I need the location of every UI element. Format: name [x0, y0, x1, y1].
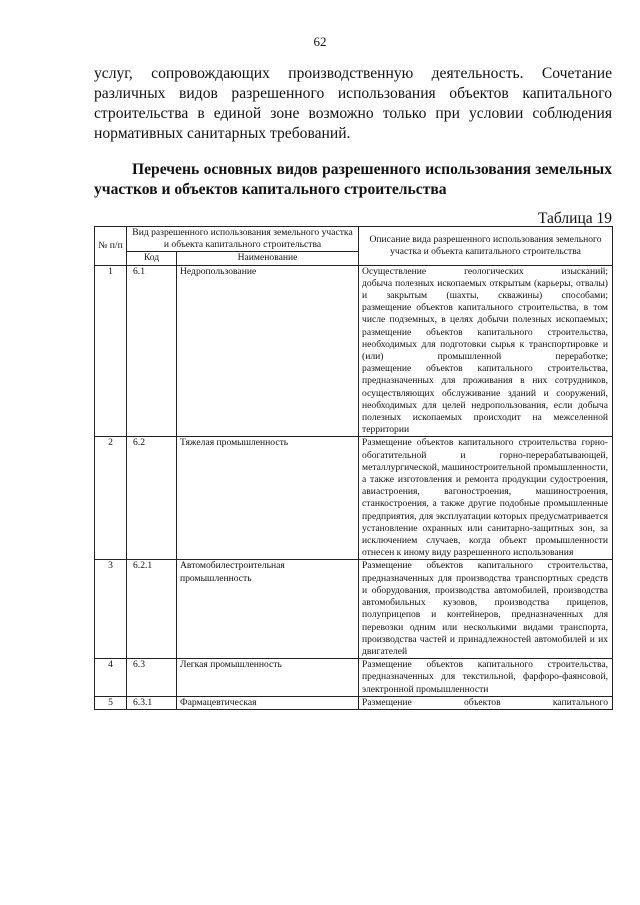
description-paragraph: Размещение объектов капитального строительства горно-обогатительной и горно-перерабатывающей, металлургической, машиностроительной промышленности, а также изготовления и ремонта продукции судостроения, авиастроения, вагоностроения, машиностроения, станкостроения, а также другие подобные промышленные предприятия, для эксплуатации которых предусматривается установление охранных или санитарно-защитных зон, за исключением случаев, когда объект промышленности отнесен к иному виду разрешенного использования	[362, 437, 609, 559]
heading-line-2: участков и объектов капитального строительства	[94, 181, 447, 198]
row-number: 3	[95, 560, 127, 659]
table-row	[95, 696, 613, 709]
description-paragraph: Размещение объектов капитального строительства, предназначенных для текстильной, фарфоро-фаянсовой, электронной промышленности	[362, 659, 609, 695]
row-number: 1	[95, 265, 127, 437]
row-description	[359, 437, 613, 560]
table-row	[95, 560, 613, 659]
table-row	[95, 659, 613, 697]
description-paragraph: размещение объектов капитального строительства, предназначенных для проживания в них сотрудников, осуществляющих обслуживание зданий и сооружений, необходимых для целей недропользования, если добыча полезных ископаемых происходит на межселенной территории	[362, 363, 609, 436]
row-name: Недропользование	[177, 265, 359, 437]
page-number: 62	[313, 34, 327, 49]
header-description: Описание вида разрешенного использования земельного участка и объекта капитального строительства	[359, 227, 613, 266]
row-description	[359, 560, 613, 659]
section-heading	[94, 160, 612, 200]
table-row	[95, 437, 613, 560]
intro-text: услуг, сопровождающих производственную деятельность. Сочетание различных видов разрешенного использования объектов капитального строительства в единой зоне возможно только при условии соблюдения нормативных санитарных требований.	[94, 65, 612, 142]
header-group: Вид разрешенного использования земельного участка и объекта капитального строительства	[127, 227, 359, 252]
row-code: 6.3.1	[127, 696, 177, 709]
land-use-table	[94, 226, 613, 710]
header-name: Наименование	[177, 252, 359, 265]
description-paragraph: размещение объектов капитального строительства, в том числе подземных, в целях добычи полезных ископаемых;	[362, 302, 609, 326]
row-code: 6.1	[127, 265, 177, 437]
row-number: 2	[95, 437, 127, 560]
table-row	[95, 265, 613, 437]
header-code: Код	[127, 252, 177, 265]
row-name: Фармацевтическая	[177, 696, 359, 709]
heading-line-1: Перечень основных видов разрешенного использования земельных	[132, 161, 612, 178]
row-description	[359, 659, 613, 697]
row-code: 6.2	[127, 437, 177, 560]
row-name: Автомобилестроительная промышленность	[177, 560, 359, 659]
row-number: 4	[95, 659, 127, 697]
description-paragraph: добыча полезных ископаемых открытым (карьеры, отвалы) и закрытым (шахты, скважины) способами;	[362, 277, 609, 302]
row-description	[359, 696, 613, 709]
description-paragraph: размещение объектов капитального строительства, необходимых для подготовки сырья к транспортировке и (или) промышленной переработке;	[362, 326, 609, 363]
row-name: Легкая промышленность	[177, 659, 359, 697]
description-paragraph: Размещение объектов капитального строительства, предназначенных для производства транспортных средств и оборудования, производства автомобилей, производства автомобильных кузовов, производства прицепов, полуприцепов и контейнеров, предназначенных для перевозки одним или несколькими видами транспорта, производства частей и принадлежностей автомобилей и их двигателей	[362, 560, 609, 657]
row-description	[359, 265, 613, 437]
description-paragraph: Осуществление геологических изысканий;	[362, 265, 609, 277]
row-code: 6.2.1	[127, 560, 177, 659]
description-paragraph: Размещение объектов капитального	[362, 696, 609, 708]
table-body	[95, 265, 613, 709]
row-code: 6.3	[127, 659, 177, 697]
intro-paragraph	[94, 64, 612, 144]
table-caption: Таблица 19	[537, 210, 612, 227]
row-number: 5	[95, 696, 127, 709]
header-num: № п/п	[95, 227, 127, 266]
row-name: Тяжелая промышленность	[177, 437, 359, 560]
